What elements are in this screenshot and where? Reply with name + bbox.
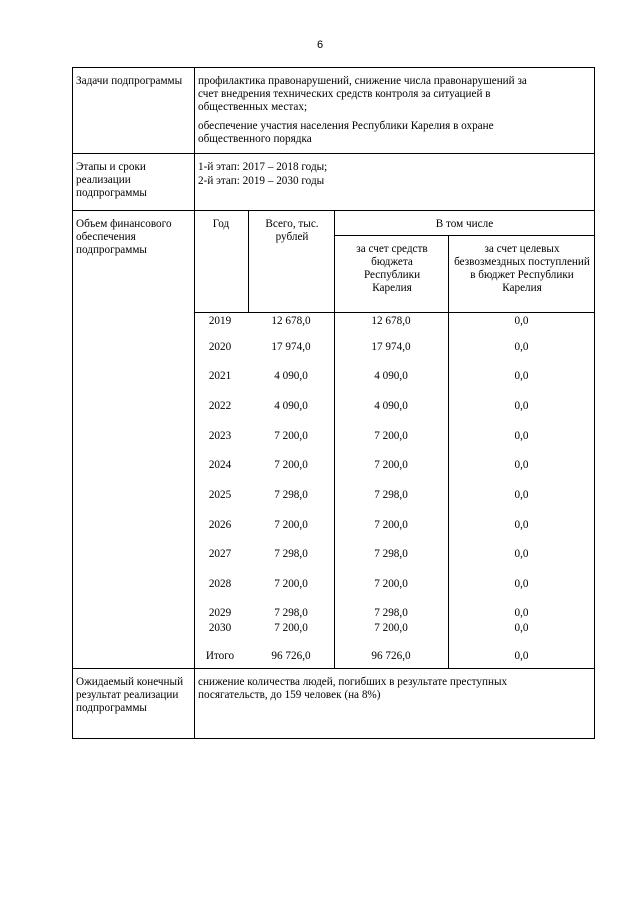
cell-budget: 7 200,0: [374, 459, 408, 471]
label-column-divider: [194, 67, 195, 739]
inner-header-bottom: [194, 312, 595, 313]
cell-targeted: 0,0: [514, 650, 529, 662]
cell-total: 4 090,0: [274, 370, 308, 382]
header-including: В том числе: [435, 218, 494, 230]
cell-budget: 4 090,0: [374, 400, 408, 412]
cell-targeted: 0,0: [514, 400, 529, 412]
stages-text-line: 1-й этап: 2017 – 2018 годы;: [198, 161, 328, 173]
inner-col-divider: [248, 210, 249, 312]
header-budget: за счет средств бюджета Республики Карелия: [356, 243, 428, 294]
table-border-bottom: [72, 738, 595, 739]
cell-total: 7 200,0: [274, 578, 308, 590]
table-border-left: [72, 67, 73, 739]
cell-year: 2025: [208, 489, 232, 501]
cell-targeted: 0,0: [514, 578, 529, 590]
cell-year: 2020: [208, 341, 232, 353]
cell-year: 2028: [208, 578, 232, 590]
cell-year: Итого: [205, 650, 235, 662]
result-text-line: снижение количества людей, погибших в результате преступных: [198, 676, 508, 688]
cell-targeted: 0,0: [514, 622, 529, 634]
cell-total: 7 200,0: [274, 459, 308, 471]
cell-budget: 7 200,0: [374, 578, 408, 590]
tasks-label-text: Задачи подпрограммы: [76, 75, 183, 87]
cell-total: 7 298,0: [274, 548, 308, 560]
cell-year: 2024: [208, 459, 232, 471]
row-divider: [72, 668, 595, 669]
cell-budget: 4 090,0: [374, 370, 408, 382]
cell-budget: 7 298,0: [374, 548, 408, 560]
cell-targeted: 0,0: [514, 341, 529, 353]
stages-label: Этапы и сроки реализации подпрограммы: [76, 161, 147, 199]
row-divider: [72, 153, 595, 154]
cell-total: 7 298,0: [274, 489, 308, 501]
cell-total: 7 200,0: [274, 519, 308, 531]
cell-budget: 96 726,0: [371, 650, 411, 662]
tasks-text-line: счет внедрения технических средств контроля за ситуацией в: [198, 88, 491, 100]
page-number: 6: [316, 39, 324, 51]
cell-targeted: 0,0: [514, 548, 529, 560]
tasks-text-line: профилактика правонарушений, снижение числа правонарушений за: [198, 75, 527, 87]
stages-text-line: 2-й этап: 2019 – 2030 годы: [198, 175, 325, 187]
tasks-label: [76, 75, 188, 88]
cell-year: 2019: [208, 315, 232, 327]
passport-table: [72, 67, 595, 739]
result-label: Ожидаемый конечный результат реализации подпрограммы: [76, 676, 184, 714]
header-total: Всего, тыс. рублей: [265, 218, 319, 243]
cell-year: 2030: [208, 622, 232, 634]
cell-budget: 7 298,0: [374, 607, 408, 619]
cell-total: 12 678,0: [271, 315, 311, 327]
cell-targeted: 0,0: [514, 430, 529, 442]
cell-total: 7 298,0: [274, 607, 308, 619]
tasks-text-line: общественного порядка: [198, 133, 312, 145]
cell-year: 2023: [208, 430, 232, 442]
cell-targeted: 0,0: [514, 315, 529, 327]
tasks-text-line: общественных местах;: [198, 101, 308, 113]
funding-label: Объем финансового обеспечения подпрограммы: [76, 218, 172, 256]
cell-budget: 7 200,0: [374, 519, 408, 531]
cell-targeted: 0,0: [514, 459, 529, 471]
cell-total: 17 974,0: [271, 341, 311, 353]
cell-targeted: 0,0: [514, 519, 529, 531]
cell-total: 96 726,0: [271, 650, 311, 662]
cell-year: 2027: [208, 548, 232, 560]
cell-total: 4 090,0: [274, 400, 308, 412]
cell-year: 2022: [208, 400, 232, 412]
cell-year: 2026: [208, 519, 232, 531]
cell-total: 7 200,0: [274, 430, 308, 442]
cell-year: 2021: [208, 370, 232, 382]
tasks-text-line: обеспечение участия населения Республики Карелия в охране: [198, 120, 494, 132]
result-text-line: посягательств, до 159 человек (на 8%): [198, 689, 381, 701]
cell-total: 7 200,0: [274, 622, 308, 634]
cell-budget: 7 200,0: [374, 430, 408, 442]
inner-header-divider: [334, 235, 595, 236]
cell-budget: 17 974,0: [371, 341, 411, 353]
cell-targeted: 0,0: [514, 489, 529, 501]
cell-budget: 7 298,0: [374, 489, 408, 501]
cell-targeted: 0,0: [514, 607, 529, 619]
header-targeted: за счет целевых безвозмездных поступлений в бюджет Республики Карелия: [454, 243, 590, 294]
cell-budget: 12 678,0: [371, 315, 411, 327]
table-border-top: [72, 67, 595, 68]
cell-budget: 7 200,0: [374, 622, 408, 634]
inner-col-divider: [448, 235, 449, 668]
header-year: Год: [212, 218, 230, 230]
cell-targeted: 0,0: [514, 370, 529, 382]
cell-year: 2029: [208, 607, 232, 619]
